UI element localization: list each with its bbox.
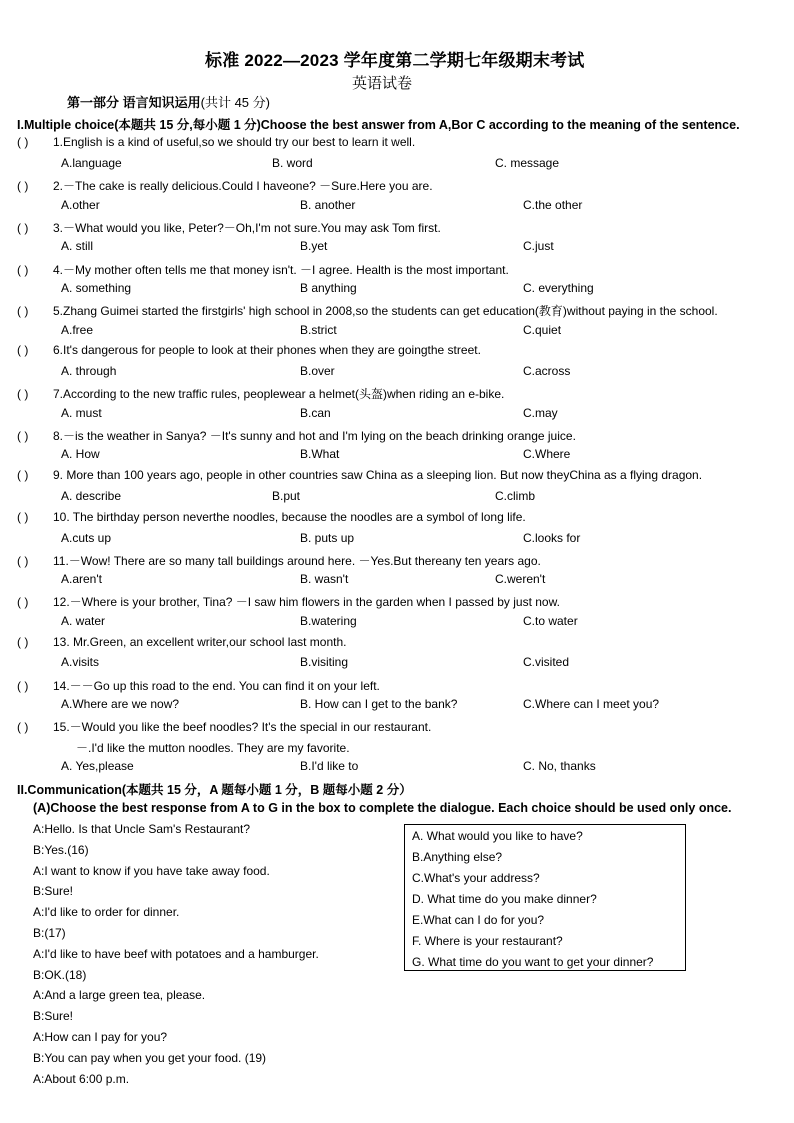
part-title: 第一部分 语言知识运用 [67, 95, 201, 110]
q9-option-c: C.climb [495, 489, 536, 503]
q7-option-c: C.may [523, 406, 558, 420]
question-11 [17, 552, 541, 569]
q15-option-b: B.I'd like to [300, 759, 359, 773]
question-15-line2: －.I'd like the mutton noodles. They are my favorite. [76, 741, 350, 755]
question-text: 11.－Wow! There are so many tall buildings around here. －Yes.But thereany ten years ago. [53, 554, 541, 568]
q13-option-c: C.visited [523, 655, 570, 669]
q6-option-b: B.over [300, 364, 335, 378]
q5-option-b: B.strict [300, 323, 337, 337]
question-1 [17, 135, 415, 149]
exam-subtitle: 英语试卷 [352, 75, 413, 92]
answer-blank[interactable]: ( ) [17, 135, 29, 149]
q2-option-a: A.other [61, 198, 100, 212]
question-5 [17, 302, 718, 319]
q4-option-b: B anything [300, 281, 357, 295]
q11-option-b: B. wasn't [300, 572, 349, 586]
choice-box [404, 824, 686, 971]
question-text: 14.－－Go up this road to the end. You can find it on your left. [53, 679, 380, 693]
answer-blank[interactable]: ( ) [17, 179, 29, 193]
q13-option-a: A.visits [61, 655, 100, 669]
q2-option-c: C.the other [523, 198, 583, 212]
choice-a: A. What would you like to have? [412, 829, 583, 843]
answer-blank[interactable]: ( ) [17, 720, 29, 734]
answer-blank[interactable]: ( ) [17, 429, 29, 443]
question-8 [17, 427, 576, 444]
answer-blank[interactable]: ( ) [17, 221, 29, 235]
q12-option-b: B.watering [300, 614, 357, 628]
question-7 [17, 385, 504, 402]
question-10 [17, 510, 526, 524]
question-3 [17, 219, 441, 236]
q1-option-b: B. word [272, 156, 313, 170]
q13-option-b: B.visiting [300, 655, 349, 669]
question-text: 8.－is the weather in Sanya? －It's sunny and hot and I'm lying on the beach drinking orange juice. [53, 429, 576, 443]
answer-blank[interactable]: ( ) [17, 510, 29, 524]
q8-option-c: C.Where [523, 447, 571, 461]
dialogue-line: A:I'd like to have beef with potatoes and a hamburger. [33, 946, 319, 961]
section1-heading: I.Multiple choice(本题共 15 分,每小题 1 分)Choose the best answer from A,Bor C according to the meaning of the sentence. [17, 118, 740, 132]
question-text: 9. More than 100 years ago, people in other countries saw China as a sleeping lion. But now theyChina as a flying dragon. [53, 468, 703, 482]
question-9 [17, 468, 702, 482]
choice-b: B.Anything else? [412, 850, 503, 864]
dialogue-line: B:Sure! [33, 1009, 74, 1024]
answer-blank[interactable]: ( ) [17, 468, 29, 482]
question-12 [17, 593, 560, 610]
q11-option-a: A.aren't [61, 572, 102, 586]
question-text: 3.－What would you like, Peter?－Oh,I'm not sure.You may ask Tom first. [53, 221, 441, 235]
answer-blank[interactable]: ( ) [17, 679, 29, 693]
choice-f: F. Where is your restaurant? [412, 934, 563, 948]
choice-c: C.What's your address? [412, 871, 540, 885]
answer-blank[interactable]: ( ) [17, 387, 29, 401]
dialogue-line: A:I want to know if you have take away food. [33, 863, 270, 878]
q10-option-a: A.cuts up [61, 531, 112, 545]
dialogue-line: A:How can I pay for you? [33, 1030, 168, 1044]
answer-blank[interactable]: ( ) [17, 595, 29, 609]
question-text: 2.－The cake is really delicious.Could I haveone? －Sure.Here you are. [53, 179, 433, 193]
q3-option-a: A. still [61, 239, 94, 253]
question-text: 10. The birthday person neverthe noodles, because the noodles are a symbol of long life. [53, 510, 526, 524]
answer-blank[interactable]: ( ) [17, 635, 29, 649]
q4-option-a: A. something [61, 281, 132, 295]
question-text: 4.－My mother often tells me that money isn't. －I agree. Health is the most important. [53, 263, 509, 277]
q7-option-b: B.can [300, 406, 331, 420]
question-15 [17, 718, 431, 735]
q4-option-c: C. everything [523, 281, 594, 295]
q14-option-c: C.Where can I meet you? [523, 697, 660, 711]
question-text: 6.It's dangerous for people to look at their phones when they are goingthe street. [53, 343, 481, 357]
section2-heading: II.Communication(本题共 15 分，A 题每小题 1 分，B 题每小题 2 分） [17, 783, 412, 797]
q2-option-b: B. another [300, 198, 356, 212]
q12-option-a: A. water [61, 614, 106, 628]
q12-option-c: C.to water [523, 614, 578, 628]
question-text: 1.English is a kind of useful,so we should try our best to learn it well. [53, 135, 416, 149]
q11-option-c: C.weren't [495, 572, 546, 586]
question-6 [17, 343, 481, 357]
q9-option-b: B.put [272, 489, 301, 503]
question-text: 13. Mr.Green, an excellent writer,our school last month. [53, 635, 347, 649]
question-text: 15.－Would you like the beef noodles? It's the special in our restaurant. [53, 720, 432, 734]
choice-g: G. What time do you want to get your dinner? [412, 955, 654, 969]
q10-option-b: B. puts up [300, 531, 355, 545]
answer-blank[interactable]: ( ) [17, 554, 29, 568]
question-13 [17, 635, 346, 649]
q8-option-a: A. How [61, 447, 100, 461]
question-4 [17, 261, 509, 278]
q1-option-a: A.language [61, 156, 122, 170]
q5-option-c: C.quiet [523, 323, 562, 337]
q14-option-a: A.Where are we now? [61, 697, 180, 711]
choice-d: D. What time do you make dinner? [412, 892, 597, 906]
dialogue-line: B:You can pay when you get your food. (19) [33, 1050, 267, 1065]
q15-option-c: C. No, thanks [523, 759, 596, 773]
dialogue-line: A:And a large green tea, please. [33, 988, 206, 1003]
q15-option-a: A. Yes,please [61, 759, 134, 773]
dialogue-line: B:Sure! [33, 884, 74, 899]
q6-option-a: A. through [61, 364, 117, 378]
exam-title: 标准 2022—2023 学年度第二学期七年级期末考试 [205, 51, 585, 70]
dialogue-line: B:(17) [33, 926, 66, 940]
question-text: 12.－Where is your brother, Tina? －I saw him flowers in the garden when I passed by just now. [53, 595, 560, 609]
q1-option-c: C. message [495, 156, 560, 170]
q3-option-b: B.yet [300, 239, 328, 253]
dialogue-line: A:Hello. Is that Uncle Sam's Restaurant? [33, 822, 251, 836]
q5-option-a: A.free [61, 323, 94, 337]
dialogue-line: A:I'd like to order for dinner. [33, 905, 180, 920]
q9-option-a: A. describe [61, 489, 122, 503]
part-total: (共计 45 分) [200, 95, 270, 110]
choice-e: E.What can I do for you? [412, 913, 545, 927]
q3-option-c: C.just [523, 239, 554, 253]
q8-option-b: B.What [300, 447, 340, 461]
dialogue-line: B:Yes.(16) [33, 842, 89, 857]
dialogue-line: A:About 6:00 p.m. [33, 1071, 130, 1086]
q14-option-b: B. How can I get to the bank? [300, 697, 458, 711]
answer-blank[interactable]: ( ) [17, 263, 29, 277]
dialogue-line: B:OK.(18) [33, 967, 87, 982]
answer-blank[interactable]: ( ) [17, 304, 29, 318]
question-14 [17, 677, 380, 694]
question-2 [17, 177, 433, 194]
question-text: 5.Zhang Guimei started the firstgirls' high school in 2008,so the students can get education(教育)without paying in the school. [53, 304, 718, 318]
part-heading [67, 92, 270, 111]
q10-option-c: C.looks for [523, 531, 581, 545]
q6-option-c: C.across [523, 364, 571, 378]
q7-option-a: A. must [61, 406, 102, 420]
section2-subheading: (A)Choose the best response from A to G in the box to complete the dialogue. Each choice should be used only once. [33, 801, 732, 815]
question-text: 7.According to the new traffic rules, peoplewear a helmet(头盔)when riding an e-bike. [53, 387, 505, 401]
answer-blank[interactable]: ( ) [17, 343, 29, 357]
